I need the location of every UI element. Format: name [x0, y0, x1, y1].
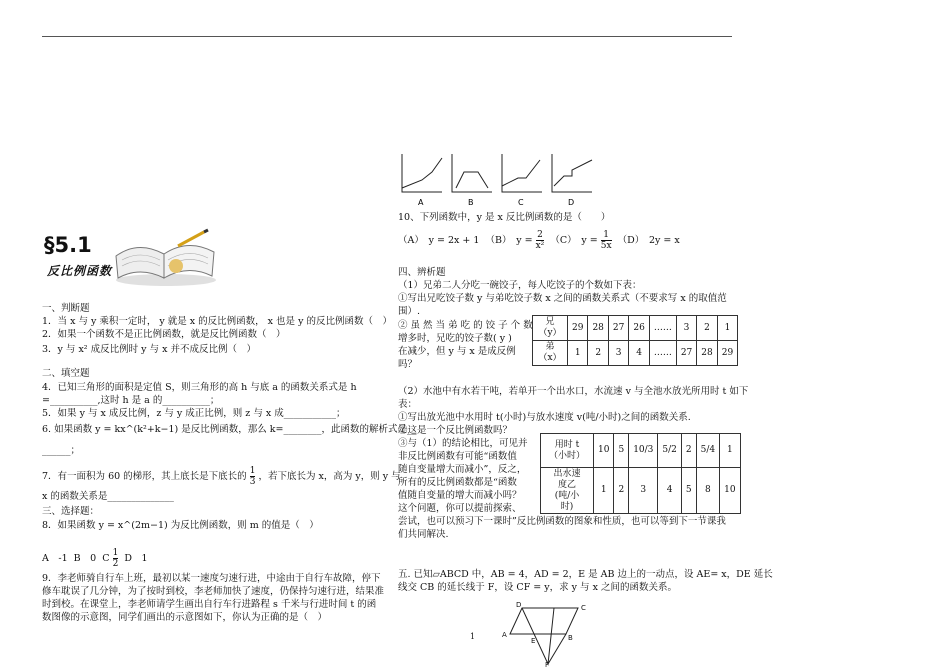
question-8-options — [42, 548, 148, 569]
part4-p1c-3: 在减少，但 y 与 x 是成反例 — [398, 346, 516, 357]
table-row: 用时 t （小时） 10 5 10/3 5/2 2 5/4 1 — [541, 434, 741, 468]
part4-heading: 四、辨析题 — [398, 267, 446, 278]
section-number: §5.1 — [44, 233, 92, 257]
graph-options — [398, 150, 598, 210]
question-1: 1．当 x 与 y 乘积一定时， y 就是 x 的反比例函数， x 也是 y 的反比例函数（ ） — [42, 316, 392, 327]
q10-option-d: （D） 2y = x — [617, 235, 680, 246]
question-7c: x 的函数关系是______________ — [42, 491, 174, 502]
point-e: E — [531, 637, 536, 645]
point-b: B — [568, 634, 573, 642]
q10-option-c: （C） y = — [550, 235, 598, 246]
part4-p2e-4: 所有的反比例函数都是“函数 — [398, 477, 517, 488]
part4-p1a: ①写出兄吃饺子数 y 与弟吃饺子数 x 之间的函数关系式（不要求写 x 的取值范 — [398, 293, 727, 304]
graph-label-d: D — [568, 198, 575, 207]
part4-p1c-4: 吗？ — [398, 359, 418, 370]
part4-p1c-2: 增多时，兄吃的饺子数( y ) — [398, 333, 512, 344]
option-c: C — [102, 553, 110, 564]
fraction-one-half: $\frac{1}{2}$ — [112, 548, 119, 569]
table-row: 出水速 度乙 (吨/小 时) 1 2 3 4 5 8 10 — [541, 468, 741, 514]
question-5: 5．如果 y 与 x 成反比例，z 与 y 成正比例，则 z 与 x 成___________； — [42, 408, 346, 419]
parallelogram-figure — [500, 600, 590, 668]
fraction-one-third: $\frac{1}{3}$ — [249, 466, 256, 487]
question-4b: =__________,这时 h 是 a 的__________； — [42, 395, 220, 406]
part4-p2e-5: 值随自变量的增大而减小吗？ — [398, 490, 522, 501]
water-table — [540, 433, 741, 514]
part2-heading: 二、填空题 — [42, 368, 90, 379]
graph-label-c: C — [518, 198, 524, 207]
fraction-2-over-x2: $\frac{2}{\text{x²}}$ — [535, 230, 545, 251]
question-3: 3．y 与 x² 成反比例时 y 与 x 并不成反比例（ ） — [42, 344, 256, 355]
part4-p2f: 尝试，也可以预习下一课时”反比例函数的图象和性质，也可以等到下一节课我 — [398, 516, 726, 527]
section-title: 反比例函数 — [47, 264, 113, 278]
question-7a — [42, 466, 401, 487]
fraction-1-over-5x: $\frac{1}{5x}$ — [600, 230, 612, 251]
q10-option-a: （A） y = 2x + 1 — [398, 235, 480, 246]
part4-p2g: 们共同解决. — [398, 529, 449, 540]
header-rule — [42, 36, 732, 37]
question-6b: ______； — [42, 445, 81, 456]
question-7a-text: 7．有一面积为 60 的梯形，其上底长是下底长的 — [42, 471, 247, 482]
question-9b: 修车耽误了几分钟，为了按时到校，李老师加快了速度，仍保持匀速行进，结果准 — [42, 586, 385, 597]
part4-p2e-6: 这个问题，你可以提前探索、 — [398, 503, 522, 514]
graph-label-a: A — [418, 198, 424, 207]
part1-heading: 一、判断题 — [42, 303, 90, 314]
part4-p2e-3: 随自变量增大而减小”，反之， — [398, 464, 527, 475]
graph-label-b: B — [468, 198, 474, 207]
question-4a: 4．已知三角形的面积是定值 S，则三角形的高 h 与底 a 的函数关系式是 h — [42, 382, 357, 393]
question-2: 2．如果一个函数不是正比例函数，就是反比例函数（ ） — [42, 329, 286, 340]
part4-p1b: 围）. — [398, 306, 421, 317]
part4-p2c: ①写出放光池中水用时 t(小时)与放水速度 v(吨/小时)之间的函数关系. — [398, 412, 691, 423]
option-d: D 1 — [124, 553, 148, 564]
part4-p1c-1: ② 虽 然 当 弟 吃 的 饺 子 个 数 — [398, 320, 533, 331]
question-7b-text: ，若下底长为 x，高为 y，则 y 与 — [258, 471, 401, 482]
page-number: 1 — [470, 632, 476, 641]
table-row: 弟 （x） 1 2 3 4 …… 27 28 29 — [533, 341, 738, 366]
question-9d: 数图像的示意图，同学们画出的示意图如下，你认为正确的是（ ） — [42, 612, 328, 623]
part3-heading: 三、选择题： — [42, 506, 100, 517]
point-a: A — [502, 631, 507, 639]
question-10: 10、下列函数中，y 是 x 反比例函数的是（ ） — [398, 212, 611, 223]
part4-p2: （2）水池中有水若干吨，若单开一个出水口，水流速 v 与全池水放光所用时 t 如下 — [398, 386, 749, 397]
open-book-icon — [108, 226, 220, 288]
question-10-options — [398, 230, 680, 251]
point-c: C — [581, 604, 586, 612]
part5-line2: 线交 CB 的延长线于 F，设 CF = y，求 y 与 x 之间的函数关系。 — [398, 582, 677, 593]
part4-p2d: ②这是一个反比例函数吗？ — [398, 425, 513, 436]
point-d: D — [516, 601, 522, 609]
question-6: 6. 如果函数 y = kx^(k²+k−1) 是反比例函数，那么 k=________，此函数的解析式是__ — [42, 424, 417, 435]
part4-p2e-2: 非反比例函数有可能“函数值 — [398, 451, 517, 462]
part4-p2e-1: ③与（1）的结论相比，可见并 — [398, 438, 528, 449]
part5-line1: 五. 已知▱ABCD 中，AB = 4，AD = 2，E 是 AB 边上的一动点，设 AE= x，DE 延长 — [398, 569, 773, 580]
option-b: B 0 — [73, 553, 97, 564]
question-9c: 时到校。在课堂上，李老师请学生画出自行车行进路程 s 千米与行进时间 t 的函 — [42, 599, 377, 610]
question-9a: 9．李老师骑自行车上班，最初以某一速度匀速行进，中途由于自行车故障，停下 — [42, 573, 381, 584]
option-a: A -1 — [42, 553, 68, 564]
point-f: F — [545, 661, 550, 668]
part4-p1: （1）兄弟二人分吃一碗饺子，每人吃饺子的个数如下表： — [398, 280, 642, 291]
question-8: 8．如果函数 y = x^(2m−1) 为反比例函数，则 m 的值是（ ） — [42, 520, 319, 531]
table-row: 兄 （y） 29 28 27 26 …… 3 2 1 — [533, 316, 738, 341]
part4-p2b: 表： — [398, 399, 418, 410]
dumpling-table — [532, 315, 738, 366]
q10-option-b: （B） y = — [485, 235, 533, 246]
